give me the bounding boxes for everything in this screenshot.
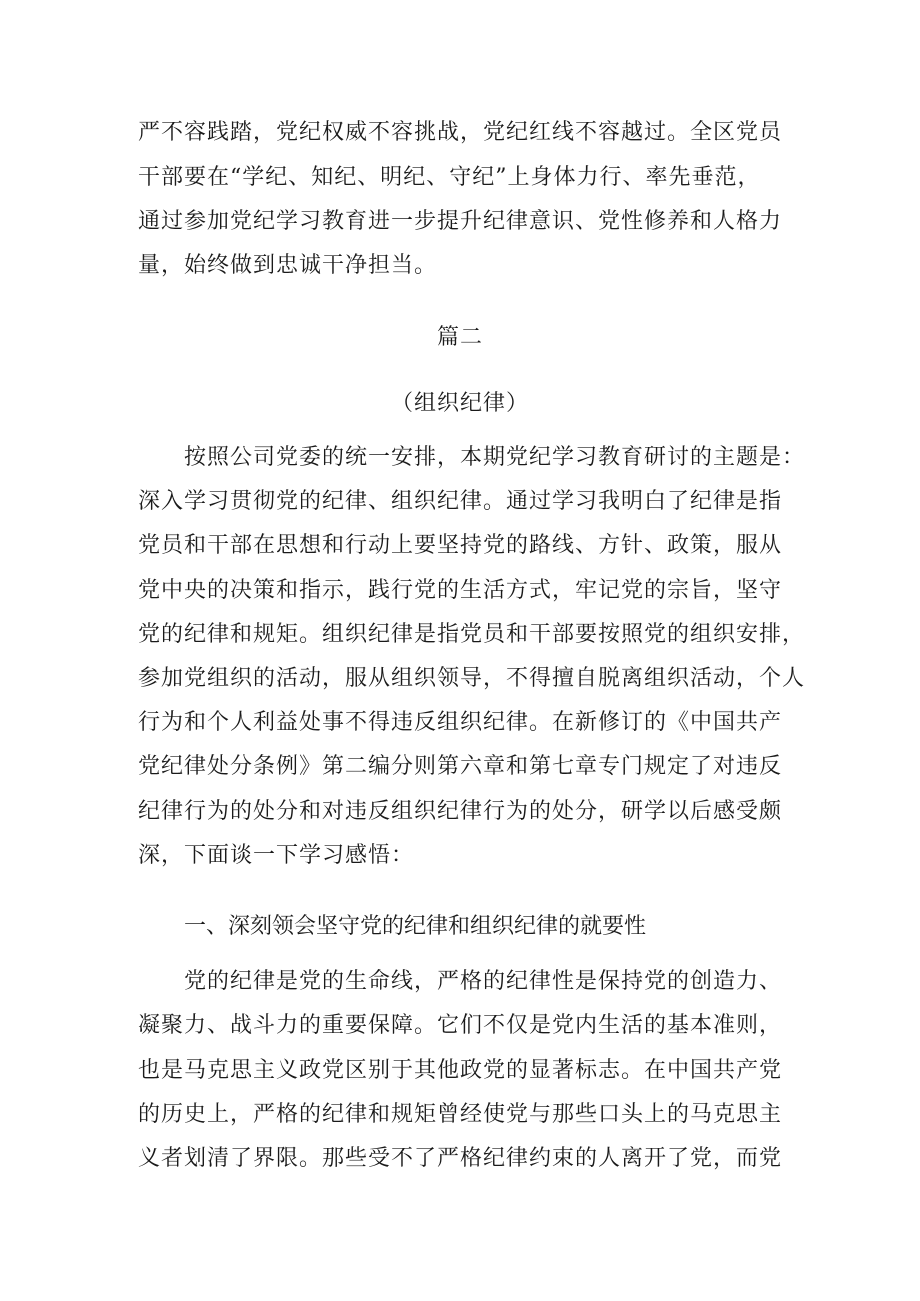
main-line-8: 党纪律处分条例》第二编分则第六章和第七章专门规定了对违反 (138, 754, 783, 779)
intro-line-3: 通过参加党纪学习教育进一步提升纪律意识、党性修养和人格力 (138, 209, 783, 234)
section-one-line-2: 凝聚力、战斗力的重要保障。它们不仅是党内生活的基本准则， (138, 1013, 783, 1038)
intro-line-1: 严不容践踏，党纪权威不容挑战，党纪红线不容越过。全区党员 (138, 120, 783, 145)
intro-line-2: 干部要在“学纪、知纪、明纪、守纪”上身体力行、率先垂范， (138, 165, 761, 190)
main-line-2: 深入学习贯彻党的纪律、组织纪律。通过学习我明白了纪律是指 (138, 489, 783, 514)
section-one-line-5: 义者划清了界限。那些受不了严格纪律约束的人离开了党，而党 (138, 1146, 783, 1171)
main-line-6: 参加党组织的活动，服从组织领导，不得擅自脱离组织活动，个人 (138, 666, 806, 691)
main-line-4: 党中央的决策和指示，践行党的生活方式，牢记党的宗旨，坚守 (138, 578, 783, 603)
main-line-9: 纪律行为的处分和对违反组织纪律行为的处分，研学以后感受颇 (138, 799, 783, 824)
section-one-line-3: 也是马克思主义政党区别于其他政党的显著标志。在中国共产党 (138, 1058, 783, 1083)
section-one-line-1: 党的纪律是党的生命线，严格的纪律性是保持党的创造力、 (184, 969, 783, 994)
main-line-5: 党的纪律和规矩。组织纪律是指党员和干部要按照党的组织安排， (138, 622, 806, 647)
section-one-line-4: 的历史上，严格的纪律和规矩曾经使党与那些口头上的马克思主 (138, 1102, 783, 1127)
main-line-10: 深，下面谈一下学习感悟： (138, 843, 415, 868)
main-line-7: 行为和个人利益处事不得违反组织纪律。在新修订的《中国共产 (138, 710, 783, 735)
section-one-title: 一、深刻领会坚守党的纪律和组织纪律的就要性 (184, 914, 647, 939)
main-line-3: 党员和干部在思想和行动上要坚持党的路线、方针、政策，服从 (138, 533, 783, 558)
article-heading: 篇二 (436, 325, 483, 350)
article-subheading: （组织纪律） (390, 391, 529, 416)
intro-line-4: 量，始终做到忠诚干净担当。 (138, 253, 438, 278)
main-line-1: 按照公司党委的统一安排，本期党纪学习教育研讨的主题是： (184, 445, 806, 470)
